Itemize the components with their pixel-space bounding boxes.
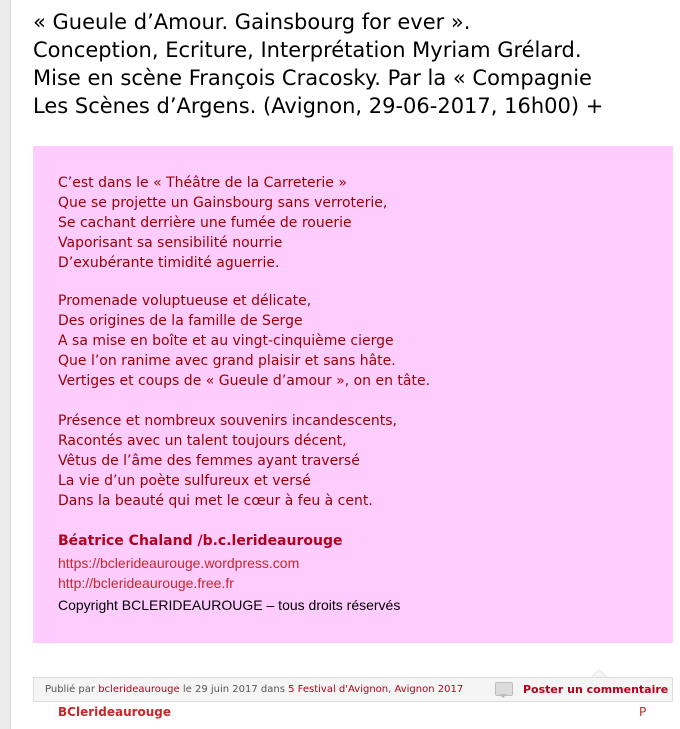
wordpress-link[interactable]: https://bclerideaurouge.wordpress.com	[58, 555, 300, 571]
cut-off-link[interactable]: P	[639, 705, 647, 719]
copyright-notice: Copyright BCLERIDEAUROUGE – tous droits réservés	[58, 597, 401, 613]
post-title-line: « Gueule d’Amour. Gainsbourg for ever ».	[33, 10, 471, 34]
author-link[interactable]: bclerideaurouge	[98, 684, 180, 695]
poem-stanza	[58, 173, 387, 273]
free-site-link[interactable]: http://bclerideaurouge.free.fr	[58, 575, 234, 591]
poem-line: Vaporisant sa sensibilité nourrie	[58, 235, 283, 251]
poem-line: Que l’on ranime avec grand plaisir et sans hâte.	[58, 353, 396, 369]
site-name-link[interactable]: BClerideaurouge	[58, 705, 172, 719]
poem-line: Se cachant derrière une fumée de rouerie	[58, 215, 352, 231]
poem-line: D’exubérante timidité aguerrie.	[58, 255, 280, 271]
post-title-line: Les Scènes d’Argens. (Avignon, 29-06-2017, 16h00) +	[33, 94, 604, 118]
poem-line: Promenade voluptueuse et délicate,	[58, 293, 312, 309]
post-footer	[33, 677, 673, 702]
poem-line: C’est dans le « Théâtre de la Carreterie »	[58, 175, 347, 191]
poem-line: Que se projette un Gainsbourg sans verroterie,	[58, 195, 388, 211]
category-link-avignon-2017[interactable]: Avignon 2017	[394, 684, 464, 695]
published-prefix: Publié par	[45, 684, 99, 695]
poem-line: Dans la beauté qui met le cœur à feu à cent.	[58, 493, 373, 509]
poem-line: La vie d’un poète sulfureux et versé	[58, 473, 311, 489]
post-title[interactable]	[33, 8, 680, 120]
poem-line: Des origines de la famille de Serge	[58, 313, 303, 329]
post-container	[33, 0, 680, 729]
category-link-festival[interactable]: 5 Festival d'Avignon	[288, 684, 389, 695]
poem-box	[33, 146, 673, 643]
poem-line: Racontés avec un talent toujours décent,	[58, 433, 347, 449]
poem-line: A sa mise en boîte et au vingt-cinquième cierge	[58, 333, 394, 349]
poem-line: Vertiges et coups de « Gueule d’amour », on en tâte.	[58, 373, 431, 389]
poem-stanza	[58, 411, 397, 511]
post-title-line: Mise en scène François Cracosky. Par la « Compagnie	[33, 66, 592, 90]
date-text: le 29 juin 2017 dans	[179, 684, 289, 695]
poem-line: Vêtus de l’âme des femmes ayant traversé	[58, 453, 360, 469]
post-comment-link[interactable]: Poster un commentaire	[523, 683, 669, 696]
author-signature: Béatrice Chaland /b.c.lerideaurouge	[58, 533, 343, 549]
poem-stanza	[58, 291, 430, 391]
post-meta	[45, 684, 463, 695]
post-title-line: Conception, Ecriture, Interprétation Myriam Grélard.	[33, 38, 582, 62]
comment-icon[interactable]	[495, 682, 513, 696]
left-gutter	[0, 0, 11, 729]
poem-line: Présence et nombreux souvenirs incandescents,	[58, 413, 398, 429]
category-separator: ,	[388, 684, 395, 695]
